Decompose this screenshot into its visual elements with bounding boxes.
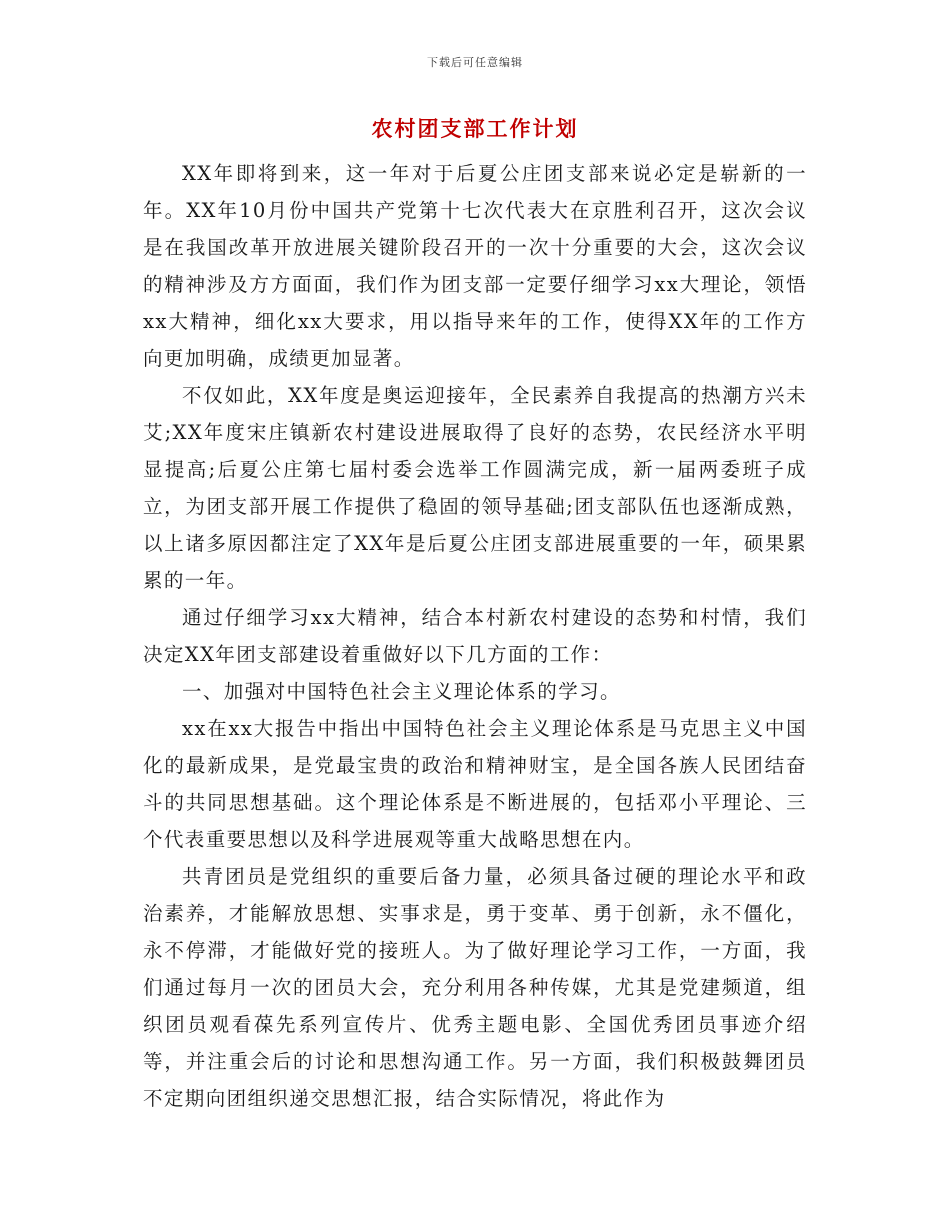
page-header-note: 下载后可任意编辑 bbox=[427, 56, 523, 69]
paragraph-2: 不仅如此，XX年度是奥运迎接年，全民素养自我提高的热潮方兴未艾;XX年度宋庄镇新农村建设进展取得了良好的态势，农民经济水平明显提高;后夏公庄第七届村委会选举工作圆满完成，新一届两委班子成立，为团支部开展工作提供了稳固的领导基础;团支部队伍也逐渐成熟，以上诸多原因都注定了XX年是后夏公庄团支部进展重要的一年，硕果累累的一年。 bbox=[143, 384, 807, 592]
paragraph-1: XX年即将到来，这一年对于后夏公庄团支部来说必定是崭新的一年。XX年10月份中国共产党第十七次代表大在京胜利召开，这次会议是在我国改革开放进展关键阶段召开的一次十分重要的大会，这次会议的精神涉及方方面面，我们作为团支部一定要仔细学习xx大理论，领悟xx大精神，细化xx大要求，用以指导来年的工作，使得XX年的工作方向更加明确，成绩更加显著。 bbox=[143, 162, 807, 370]
document-title: 农村团支部工作计划 bbox=[371, 116, 579, 141]
paragraph-3: 通过仔细学习xx大精神，结合本村新农村建设的态势和村情，我们决定XX年团支部建设着重做好以下几方面的工作： bbox=[143, 606, 807, 666]
paragraph-4: xx在xx大报告中指出中国特色社会主义理论体系是马克思主义中国化的最新成果，是党最宝贵的政治和精神财宝，是全国各族人民团结奋斗的共同思想基础。这个理论体系是不断进展的，包括邓小平理论、三个代表重要思想以及科学进展观等重大战略思想在内。 bbox=[143, 717, 807, 851]
document-body bbox=[143, 155, 807, 1117]
section-heading-1: 一、加强对中国特色社会主义理论体系的学习。 bbox=[182, 680, 621, 703]
paragraph-5: 共青团员是党组织的重要后备力量，必须具备过硬的理论水平和政治素养，才能解放思想、实事求是，勇于变革、勇于创新，永不僵化，永不停滞，才能做好党的接班人。为了做好理论学习工作，一方面，我们通过每月一次的团员大会，充分利用各种传媒，尤其是党建频道，组织团员观看葆先系列宣传片、优秀主题电影、全国优秀团员事迹介绍等，并注重会后的讨论和思想沟通工作。另一方面，我们积极鼓舞团员不定期向团组织递交思想汇报，结合实际情况，将此作为 bbox=[143, 865, 807, 1110]
